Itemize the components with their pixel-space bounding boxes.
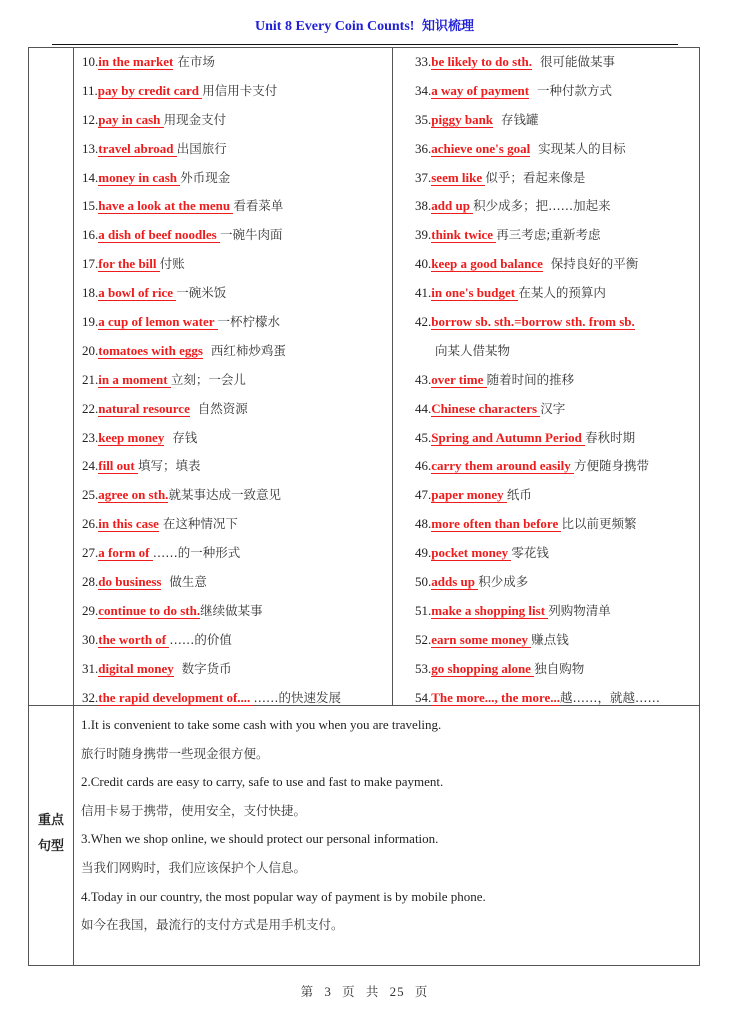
phrase-english: think twice (431, 227, 497, 243)
phrase-chinese: 用信用卡支付 (202, 82, 278, 98)
phrase-english: natural resource (98, 400, 190, 416)
phrase-english: carry them around easily (431, 458, 574, 474)
phrase-chinese: 向某人借某物 (435, 342, 511, 358)
phrase-chinese: 在市场 (173, 54, 215, 69)
phrase-chinese: 数字货币 (173, 660, 232, 676)
phrase-item (415, 164, 700, 193)
phrase-number: 10. (82, 54, 99, 69)
title-chinese: 知识梳理 (421, 19, 474, 34)
phrase-chinese: 比以前更频繁 (561, 516, 637, 532)
phrase-item (415, 568, 700, 597)
phrase-number: 43. (415, 371, 432, 387)
phrase-english: add up (431, 198, 474, 214)
phrase-english: tomatoes with eggs (98, 342, 203, 358)
phrase-item (82, 424, 387, 453)
label-line-1: 重点 (37, 813, 64, 828)
phrase-item (415, 395, 700, 424)
phrase-english: a bowl of rice (98, 285, 177, 301)
phrase-item (82, 106, 387, 135)
phrase-english: money in cash (98, 169, 181, 185)
phrase-english: pocket money (431, 545, 512, 561)
phrase-english: borrow sb. sth.=borrow sth. from sb. (431, 314, 635, 330)
phrase-item (415, 308, 700, 337)
phrase-item (82, 279, 387, 308)
phrase-number: 21. (82, 371, 99, 387)
phrase-chinese: 一碗米饭 (176, 285, 227, 301)
phrase-english: have a look at the menu (98, 198, 234, 214)
phrases-left-column (82, 48, 387, 712)
phrase-number: 11. (82, 82, 98, 98)
phrase-english: piggy bank (431, 111, 494, 127)
phrase-chinese: 存钱罐 (493, 111, 539, 127)
phrase-english: make a shopping list (431, 602, 549, 618)
phrase-chinese: 春秋时期 (585, 429, 636, 445)
phrase-english: in this case (98, 516, 159, 532)
phrase-item (82, 337, 387, 366)
phrase-item (415, 424, 700, 453)
phrase-chinese: ……的价值 (169, 631, 232, 647)
phrase-item (415, 539, 700, 568)
phrase-english: keep a good balance (431, 256, 543, 272)
header-rule (52, 44, 678, 45)
phrase-chinese: 外币现金 (180, 169, 231, 185)
phrase-item (415, 655, 700, 684)
phrase-english: in a moment (98, 371, 171, 387)
phrase-item (82, 539, 387, 568)
key-sentences-list (81, 711, 691, 940)
phrase-english: more often than before (431, 516, 562, 532)
phrase-number: 16. (82, 227, 99, 243)
phrase-number: 41. (415, 285, 432, 301)
sentence-chinese: 当我们网购时，我们应该保护个人信息。 (81, 859, 307, 875)
phrase-english: achieve one's goal (431, 140, 531, 156)
phrase-item (415, 366, 700, 395)
phrase-item (415, 106, 700, 135)
phrase-number: 33. (415, 54, 432, 69)
phrase-chinese: 看看菜单 (233, 198, 284, 214)
phrase-number: 18. (82, 285, 99, 301)
phrase-chinese: 继续做某事 (200, 602, 263, 618)
phrase-item (82, 597, 387, 626)
phrase-chinese: 再三考虑;重新考虑 (496, 227, 601, 243)
phrase-number: 49. (415, 545, 432, 561)
phrase-english: in the market (98, 54, 174, 69)
sentence-english: 4.Today in our country, the most popular way of payment is by mobile phone. (81, 888, 486, 904)
knowledge-table (28, 47, 700, 966)
phrase-number: 39. (415, 227, 432, 243)
phrase-item (415, 337, 700, 366)
phrase-number: 53. (415, 660, 432, 676)
phrase-english: go shopping alone (431, 660, 535, 676)
phrase-item (82, 568, 387, 597)
phrase-item (82, 221, 387, 250)
phrase-number: 22. (82, 400, 99, 416)
phrase-chinese: 出国旅行 (176, 140, 227, 156)
phrase-number: 26. (82, 516, 99, 532)
phrase-number: 36. (415, 140, 432, 156)
phrase-english: fill out (98, 458, 138, 474)
phrase-chinese: 独自购物 (534, 660, 585, 676)
phrase-chinese: 赚点钱 (531, 631, 569, 647)
phrase-item (415, 77, 700, 106)
phrase-number: 17. (82, 256, 99, 272)
phrase-english: do business (98, 574, 162, 590)
phrase-number: 25. (82, 487, 99, 503)
phrase-english: for the bill (98, 256, 160, 272)
phrase-chinese: 一杯柠檬水 (217, 314, 281, 330)
phrase-english: in one's budget (431, 285, 519, 301)
phrase-chinese: 做生意 (161, 574, 207, 590)
title-english: Unit 8 Every Coin Counts! (255, 19, 415, 34)
phrase-number: 28. (82, 574, 99, 590)
phrase-number: 27. (82, 545, 99, 561)
phrase-item (82, 164, 387, 193)
phrase-english: a way of payment (431, 82, 530, 98)
phrase-item (82, 77, 387, 106)
footer-mid1: 页 (342, 984, 356, 999)
phrase-item (415, 279, 700, 308)
phrase-chinese: 很可能做某事 (532, 54, 615, 69)
phrase-number: 20. (82, 342, 99, 358)
sentence-english: 1.It is convenient to take some cash with you when you are traveling. (81, 717, 442, 732)
phrase-chinese: 随着时间的推移 (486, 371, 575, 387)
phrase-english: adds up (431, 574, 479, 590)
phrase-chinese: 越……，就越…… (560, 689, 661, 705)
phrase-chinese: 一种付款方式 (529, 82, 613, 98)
phrase-chinese: 在这种情况下 (158, 516, 238, 532)
phrase-number: 15. (82, 198, 99, 214)
phrase-english: the worth of (98, 631, 170, 647)
footer-total-pages: 25 (389, 984, 405, 999)
phrase-chinese: 自然资源 (189, 400, 248, 416)
phrase-number: 19. (82, 314, 99, 330)
phrase-english: the rapid development of.... (98, 689, 254, 705)
phrase-english: a form of (98, 545, 153, 561)
phrase-chinese: 零花钱 (511, 545, 549, 561)
label-line-2: 句型 (37, 839, 64, 854)
phrase-english: Chinese characters (431, 400, 541, 416)
phrase-item (82, 192, 387, 221)
phrase-number: 23. (82, 429, 99, 445)
phrase-item (415, 221, 700, 250)
phrase-english: be likely to do sth. (431, 54, 533, 69)
phrase-number: 32. (82, 689, 99, 705)
phrase-item (415, 481, 700, 510)
phrase-english: keep money (98, 429, 165, 445)
phrase-number: 50. (415, 574, 432, 590)
phrase-item (415, 510, 700, 539)
page-title (0, 15, 729, 35)
phrase-chinese: 汉字 (540, 400, 566, 416)
footer-page-number: 3 (324, 984, 332, 999)
sentence-english: 3.When we shop online, we should protect our personal information. (81, 831, 439, 847)
key-sentences-label (29, 808, 73, 860)
phrase-number: 51. (415, 602, 432, 618)
phrase-chinese: 积少成多 (478, 574, 529, 590)
phrase-item (415, 684, 700, 713)
phrase-english: a cup of lemon water (98, 314, 218, 330)
label-column-divider (73, 48, 74, 965)
phrase-number: 34. (415, 82, 432, 98)
phrase-item (82, 655, 387, 684)
sentence-english: 2.Credit cards are easy to carry, safe to use and fast to make payment. (81, 774, 444, 790)
phrase-number: 42. (415, 314, 432, 330)
phrase-chinese: 实现某人的目标 (530, 140, 626, 156)
phrase-chinese: 保持良好的平衡 (542, 256, 639, 272)
phrase-item (82, 48, 387, 77)
sentence-chinese: 信用卡易于携带，使用安全，支付快捷。 (81, 802, 307, 818)
phrase-chinese: 一碗牛肉面 (219, 227, 283, 243)
phrase-number: 45. (415, 429, 432, 445)
phrase-chinese: 在某人的预算内 (518, 285, 606, 301)
phrase-number: 52. (415, 631, 432, 647)
phrase-number: 40. (415, 256, 432, 272)
phrase-chinese: 积少成多；把……加起来 (473, 198, 611, 214)
phrase-number: 54. (415, 689, 432, 705)
phrase-number: 13. (82, 140, 99, 156)
phrase-number: 44. (415, 400, 432, 416)
phrase-english: Spring and Autumn Period (431, 429, 586, 445)
phrase-chinese: 就某事达成一致意见 (168, 487, 281, 503)
phrase-item (82, 366, 387, 395)
phrase-english: paper money (431, 487, 507, 503)
phrase-item (415, 48, 700, 77)
phrase-english: travel abroad (98, 140, 177, 156)
phrase-chinese: 立刻；一会儿 (170, 371, 246, 387)
phrase-english: a dish of beef noodles (98, 227, 220, 243)
phrase-chinese: ……的一种形式 (152, 545, 241, 561)
phrase-chinese: 填写；填表 (137, 458, 201, 474)
phrase-item (415, 192, 700, 221)
phrase-number: 48. (415, 516, 432, 532)
phrase-number: 37. (415, 169, 432, 185)
phrase-number: 29. (82, 602, 99, 618)
footer-prefix: 第 (300, 984, 315, 999)
phrase-item (415, 597, 700, 626)
phrase-english: seem like (431, 169, 486, 185)
phrase-item (415, 452, 700, 481)
phrase-number: 31. (82, 660, 99, 676)
phrase-english: digital money (98, 660, 174, 676)
phrase-item (82, 684, 387, 713)
phrase-number: 14. (82, 169, 99, 185)
phrase-number: 24. (82, 458, 99, 474)
phrase-item (82, 626, 387, 655)
footer-suffix: 页 (414, 984, 429, 999)
phrase-english: continue to do sth. (98, 602, 201, 618)
phrase-item (82, 250, 387, 279)
phrase-item (82, 481, 387, 510)
phrase-chinese: 列购物清单 (548, 602, 611, 618)
phrase-english: pay by credit card (97, 82, 203, 98)
phrase-number: 35. (415, 111, 432, 127)
phrase-number: 38. (415, 198, 432, 214)
phrase-chinese: 似乎；看起来像是 (485, 169, 586, 185)
phrase-item (82, 395, 387, 424)
phrase-item (415, 626, 700, 655)
phrase-chinese: ……的快速发展 (253, 689, 342, 705)
phrase-chinese: 西红柿炒鸡蛋 (202, 342, 286, 358)
phrase-item (82, 452, 387, 481)
phrase-number: 30. (82, 631, 99, 647)
phrase-english: earn some money (431, 631, 532, 647)
phrase-english: agree on sth. (98, 487, 169, 503)
phrase-chinese: 方便随身携带 (574, 458, 650, 474)
phrase-chinese: 纸币 (506, 487, 532, 503)
phrase-english: pay in cash (98, 111, 164, 127)
page-footer (0, 982, 729, 1000)
phrase-item (415, 135, 700, 164)
phrase-chinese: 存钱 (164, 429, 198, 445)
footer-mid2: 共 (365, 984, 380, 999)
phrase-item (82, 510, 387, 539)
phrase-english: The more..., the more... (431, 689, 561, 705)
phrase-chinese: 用现金支付 (163, 111, 227, 127)
sentence-chinese: 如今在我国，最流行的支付方式是用手机支付。 (81, 917, 344, 933)
phrase-chinese: 付账 (159, 256, 185, 272)
phrase-column-divider (392, 48, 393, 706)
phrase-number: 46. (415, 458, 432, 474)
phrase-english: over time (431, 371, 487, 387)
phrase-item (82, 308, 387, 337)
phrase-item (415, 250, 700, 279)
phrase-item (82, 135, 387, 164)
phrases-right-column (415, 48, 700, 712)
phrase-number: 47. (415, 487, 432, 503)
sentence-chinese: 旅行时随身携带一些现金很方便。 (81, 745, 269, 761)
phrase-number: 12. (82, 111, 99, 127)
